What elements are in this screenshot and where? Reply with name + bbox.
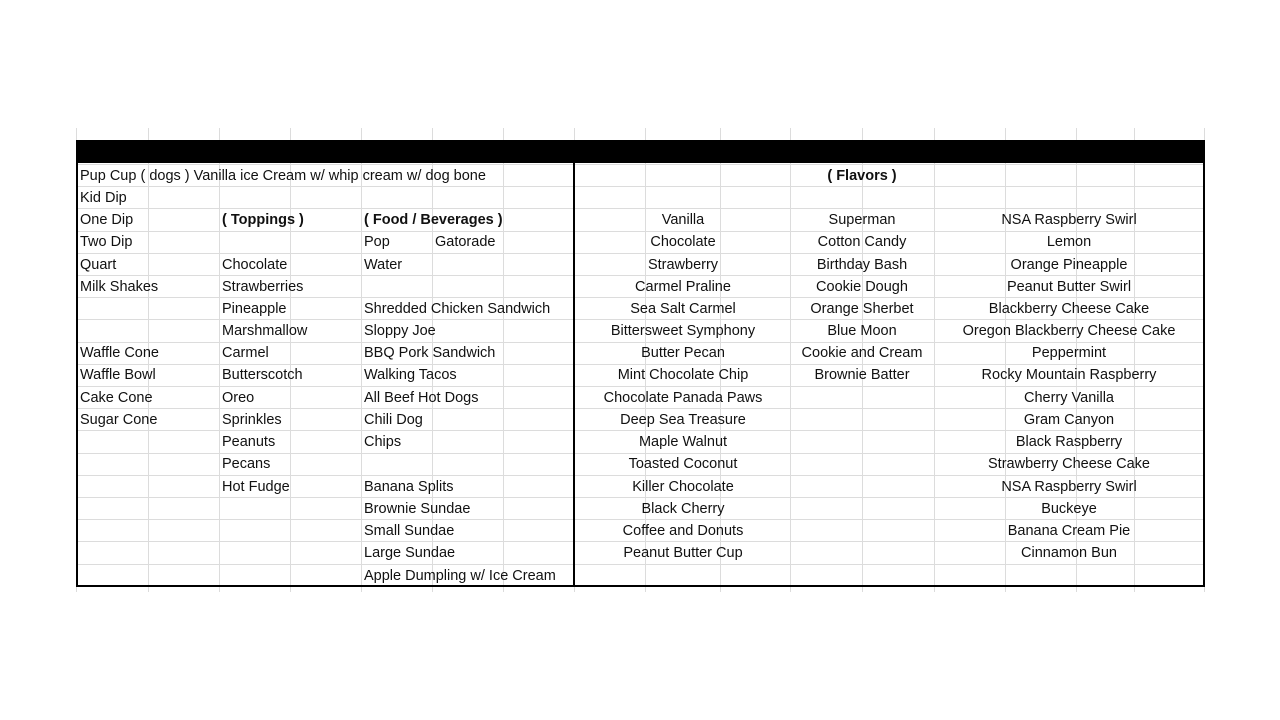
cone-item: Waffle Bowl xyxy=(80,367,156,383)
flavor-item: Oregon Blackberry Cheese Cake xyxy=(962,323,1176,339)
border-divider xyxy=(573,140,575,587)
size-item: One Dip xyxy=(80,212,134,228)
flavor-item: Peanut Butter Cup xyxy=(623,545,743,561)
flavor-item: Peppermint xyxy=(1031,345,1107,361)
topping-item: Chocolate xyxy=(222,257,288,273)
food-item: Chips xyxy=(364,434,402,450)
border-bottom xyxy=(76,585,1205,587)
flavor-item: Maple Walnut xyxy=(638,434,728,450)
flavor-item: Cookie and Cream xyxy=(801,345,923,361)
dessert-item: Small Sundae xyxy=(364,523,455,539)
flavor-item: Orange Pineapple xyxy=(1010,257,1128,273)
flavor-item: Bittersweet Symphony xyxy=(610,323,756,339)
grid-column-line xyxy=(361,128,362,592)
cone-item: Waffle Cone xyxy=(80,345,159,361)
food-item: BBQ Pork Sandwich xyxy=(364,345,496,361)
flavor-item: Brownie Batter xyxy=(814,367,910,383)
dessert-item: Large Sundae xyxy=(364,545,456,561)
flavor-item: Black Raspberry xyxy=(1015,434,1123,450)
flavor-item: Buckeye xyxy=(1041,501,1097,517)
flavor-item: Superman xyxy=(828,212,896,228)
cone-item: Cake Cone xyxy=(80,390,153,406)
flavor-item: Cookie Dough xyxy=(816,279,908,295)
food-item: Walking Tacos xyxy=(364,367,457,383)
flavor-item: Toasted Coconut xyxy=(628,456,738,472)
flavor-item: Blue Moon xyxy=(827,323,897,339)
header-band xyxy=(76,140,1205,163)
flavor-item: Banana Cream Pie xyxy=(1007,523,1131,539)
flavor-item: Deep Sea Treasure xyxy=(620,412,746,428)
topping-item: Marshmallow xyxy=(222,323,308,339)
beverage-water: Water xyxy=(364,257,403,273)
flavor-item: Gram Canyon xyxy=(1023,412,1115,428)
topping-item: Pineapple xyxy=(222,301,287,317)
pup-cup-item: Pup Cup ( dogs ) Vanilla ice Cream w/ whip cream w/ dog bone xyxy=(80,168,486,184)
topping-item: Sprinkles xyxy=(222,412,282,428)
flavor-item: Vanilla xyxy=(661,212,705,228)
topping-item: Pecans xyxy=(222,456,271,472)
topping-item: Oreo xyxy=(222,390,255,406)
size-item: Milk Shakes xyxy=(80,279,159,295)
food-item: All Beef Hot Dogs xyxy=(364,390,479,406)
flavor-item: Strawberry xyxy=(647,257,719,273)
flavor-item: Chocolate xyxy=(650,234,716,250)
flavor-item: Coffee and Donuts xyxy=(622,523,744,539)
topping-item: Peanuts xyxy=(222,434,276,450)
flavor-item: Killer Chocolate xyxy=(632,479,734,495)
flavor-item: NSA Raspberry Swirl xyxy=(1001,479,1137,495)
flavor-item: Blackberry Cheese Cake xyxy=(988,301,1150,317)
dessert-item: Banana Splits xyxy=(364,479,454,495)
size-item: Kid Dip xyxy=(80,190,127,206)
dessert-item: Apple Dumpling w/ Ice Cream xyxy=(364,568,556,584)
flavor-item: Birthday Bash xyxy=(816,257,908,273)
grid-column-line xyxy=(290,128,291,592)
toppings-header: ( Toppings ) xyxy=(222,212,304,228)
grid-row-line xyxy=(76,564,1205,565)
food-item: Chili Dog xyxy=(364,412,423,428)
flavor-item: Chocolate Panada Paws xyxy=(603,390,763,406)
topping-item: Strawberries xyxy=(222,279,304,295)
topping-item: Carmel xyxy=(222,345,269,361)
flavor-item: Cinnamon Bun xyxy=(1021,545,1117,561)
flavor-item: NSA Raspberry Swirl xyxy=(1001,212,1137,228)
grid-column-line xyxy=(503,128,504,592)
flavor-item: Peanut Butter Swirl xyxy=(1006,279,1132,295)
flavor-item: Orange Sherbet xyxy=(810,301,914,317)
food-item: Sloppy Joe xyxy=(364,323,436,339)
border-left xyxy=(76,140,78,587)
flavor-item: Butter Pecan xyxy=(641,345,725,361)
flavor-item: Rocky Mountain Raspberry xyxy=(981,367,1157,383)
flavor-item: Mint Chocolate Chip xyxy=(617,367,749,383)
beverage-gatorade: Gatorade xyxy=(435,234,496,250)
beverage-pop: Pop xyxy=(364,234,390,250)
food-header: ( Food / Beverages ) xyxy=(364,212,503,228)
size-item: Quart xyxy=(80,257,117,273)
flavor-item: Cherry Vanilla xyxy=(1024,390,1114,406)
flavor-item: Sea Salt Carmel xyxy=(630,301,736,317)
flavor-item: Cotton Candy xyxy=(817,234,907,250)
food-item: Shredded Chicken Sandwich xyxy=(364,301,551,317)
size-item: Two Dip xyxy=(80,234,133,250)
topping-item: Butterscotch xyxy=(222,367,303,383)
grid-column-line xyxy=(219,128,220,592)
cone-item: Sugar Cone xyxy=(80,412,158,428)
dessert-item: Brownie Sundae xyxy=(364,501,471,517)
flavor-item: Lemon xyxy=(1046,234,1092,250)
flavor-item: Strawberry Cheese Cake xyxy=(988,456,1150,472)
flavor-item: Black Cherry xyxy=(641,501,725,517)
flavor-item: Carmel Praline xyxy=(635,279,731,295)
flavors-header: ( Flavors ) xyxy=(827,168,897,184)
topping-item: Hot Fudge xyxy=(222,479,290,495)
